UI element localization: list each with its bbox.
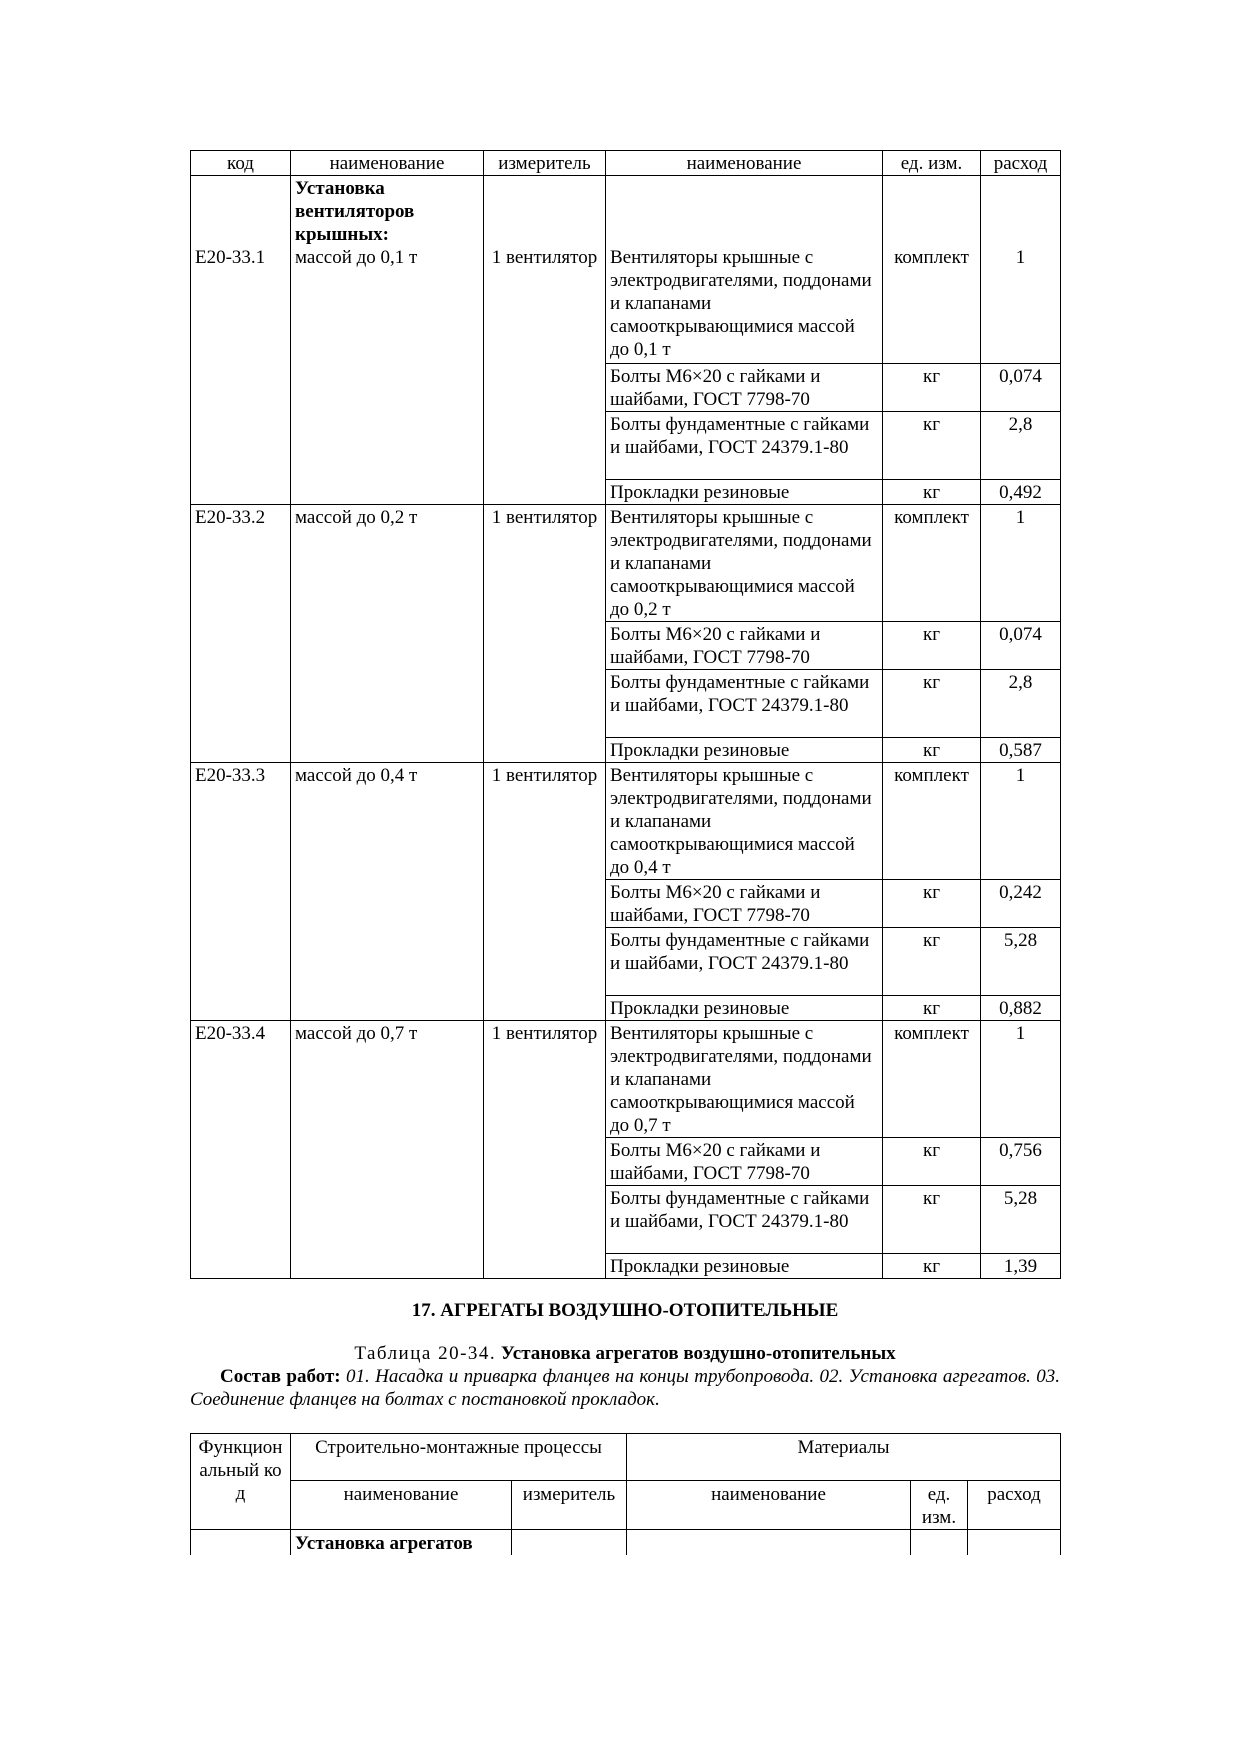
material-name: Болты фундаментные с гайками и шайбами, ГОСТ 24379.1-80 [606,669,883,737]
material-unit: кг [883,479,981,504]
table-row [191,927,1061,995]
header-materials: Материалы [627,1433,1061,1480]
material-qty: 5,28 [981,1185,1061,1253]
empty-cell [484,669,606,737]
table-row [191,1185,1061,1253]
table-row [191,621,1061,669]
table-row [191,1137,1061,1185]
group-title: Установка вентиляторов крышных: [295,178,415,245]
empty-cell [191,621,291,669]
material-unit: кг [883,363,981,411]
material-unit: кг [883,995,981,1020]
header-material-name: наименование [606,151,883,176]
material-qty: 5,28 [981,927,1061,995]
item-name: массой до 0,1 т [295,247,418,268]
norms-table-20-34 [190,1433,1061,1555]
material-unit: комплект [883,1020,981,1137]
table-row [191,669,1061,737]
measure-text: 1 вентилятор [484,504,606,621]
material-name: Прокладки резиновые [606,737,883,762]
empty-cell [484,1137,606,1185]
material-name-cell [606,176,883,364]
table-header-row [191,1480,1061,1529]
material-name: Болты М6×20 с гайками и шайбами, ГОСТ 7798-70 [606,621,883,669]
empty-cell [191,927,291,995]
empty-cell [291,411,484,479]
empty-cell [911,1529,968,1555]
table-row [191,504,1061,621]
material-unit: кг [883,669,981,737]
header-unit: ед. изм. [911,1480,968,1529]
code-cell: Е20-33.3 [191,762,291,879]
material-name: Вентиляторы крышные с электродвигателями, поддонами и клапанами самооткрывающимися массой до 0,4 т [606,762,883,879]
material-qty: 0,587 [981,737,1061,762]
material-name: Болты фундаментные с гайками и шайбами, ГОСТ 24379.1-80 [606,411,883,479]
material-qty: 1 [981,1020,1061,1137]
table-row [191,176,1061,364]
measure-cell [484,176,606,364]
code-cell: Е20-33.2 [191,504,291,621]
empty-cell [291,879,484,927]
item-name: массой до 0,7 т [291,1020,484,1137]
empty-cell [484,363,606,411]
material-name: Болты М6×20 с гайками и шайбами, ГОСТ 7798-70 [606,1137,883,1185]
table-row [191,995,1061,1020]
material-name: Вентиляторы крышные с электродвигателями, поддонами и клапанами самооткрывающимися массой до 0,2 т [606,504,883,621]
empty-cell [291,995,484,1020]
code-text: Е20-33.1 [195,247,266,268]
material-qty: 2,8 [981,411,1061,479]
material-unit: комплект [894,247,969,268]
empty-cell [484,1253,606,1278]
empty-cell [191,363,291,411]
empty-cell [291,737,484,762]
material-name: Болты фундаментные с гайками и шайбами, ГОСТ 24379.1-80 [606,927,883,995]
material-name: Болты М6×20 с гайками и шайбами, ГОСТ 7798-70 [606,879,883,927]
material-qty: 1,39 [981,1253,1061,1278]
table-row [191,411,1061,479]
table-label: Таблица 20-34. [354,1342,497,1364]
empty-cell [191,479,291,504]
empty-cell [484,411,606,479]
material-name: Вентиляторы крышные с электродвигателями, поддонами и клапанами самооткрывающимися массой до 0,7 т [606,1020,883,1137]
empty-cell [191,669,291,737]
empty-cell [191,737,291,762]
table-row [191,479,1061,504]
table-header-row [191,1433,1061,1480]
table-row [191,1253,1061,1278]
empty-cell [191,879,291,927]
empty-cell [968,1529,1061,1555]
material-unit: кг [883,411,981,479]
material-unit-cell [883,176,981,364]
header-qty: расход [981,151,1061,176]
table-row [191,1020,1061,1137]
material-unit: кг [883,737,981,762]
code-cell [191,176,291,364]
empty-cell [291,927,484,995]
work-composition [190,1365,1060,1411]
table-row [191,737,1061,762]
material-name: Болты фундаментные с гайками и шайбами, ГОСТ 24379.1-80 [606,1185,883,1253]
measure-text: 1 вентилятор [484,1020,606,1137]
empty-cell [191,1253,291,1278]
empty-cell [291,621,484,669]
header-code: код [191,151,291,176]
material-unit: кг [883,1253,981,1278]
material-qty: 2,8 [981,669,1061,737]
table-row [191,363,1061,411]
empty-cell [191,995,291,1020]
header-processes: Строительно-монтажные процессы [291,1433,627,1480]
material-qty: 1 [1015,247,1026,268]
material-unit: кг [883,927,981,995]
norms-table-body [191,176,1061,1279]
empty-cell [484,737,606,762]
item-name: массой до 0,4 т [291,762,484,879]
table-row [191,879,1061,927]
empty-cell [291,363,484,411]
norms-table-20-33 [190,150,1061,1279]
empty-cell [484,621,606,669]
material-qty: 0,492 [981,479,1061,504]
material-name: Прокладки резиновые [606,479,883,504]
header-name: наименование [291,151,484,176]
table-row [191,1529,1061,1555]
composition-text: 01. Насадка и приварка фланцев на концы трубопровода. 02. Установка агрегатов. 03. Соединение фланцев на болтах с постановкой прокладок. [190,1365,1060,1410]
table-title: Установка агрегатов воздушно-отопительных [500,1342,896,1364]
material-unit: кг [883,1185,981,1253]
material-name: Вентиляторы крышные с электродвигателями, поддонами и клапанами самооткрывающимися массой до 0,1 т [610,247,872,360]
header-material-name: наименование [627,1480,911,1529]
empty-cell [191,1529,291,1555]
material-qty: 0,756 [981,1137,1061,1185]
material-name: Прокладки резиновые [606,995,883,1020]
empty-cell [512,1529,627,1555]
measure-text: 1 вентилятор [484,762,606,879]
composition-label: Состав работ: [220,1365,341,1387]
material-unit: кг [883,1137,981,1185]
material-unit: кг [883,879,981,927]
table-row [191,762,1061,879]
material-qty: 1 [981,504,1061,621]
header-measure: измеритель [512,1480,627,1529]
empty-cell [627,1529,911,1555]
empty-cell [191,1185,291,1253]
material-qty: 0,074 [981,363,1061,411]
header-qty: расход [968,1480,1061,1529]
material-qty: 0,242 [981,879,1061,927]
material-name: Прокладки резиновые [606,1253,883,1278]
empty-cell [484,1185,606,1253]
header-name: наименование [291,1480,512,1529]
empty-cell [291,1185,484,1253]
material-qty: 0,882 [981,995,1061,1020]
section-title: 17. АГРЕГАТЫ ВОЗДУШНО-ОТОПИТЕЛЬНЫЕ [411,1299,839,1321]
empty-cell [191,411,291,479]
table-header-row [191,151,1061,176]
material-unit: комплект [883,504,981,621]
material-qty: 1 [981,762,1061,879]
empty-cell [291,479,484,504]
material-qty-cell [981,176,1061,364]
name-cell [291,176,484,364]
table-caption [190,1342,1060,1365]
header-measure: измеритель [484,151,606,176]
row-title: Установка агрегатов [291,1529,512,1555]
material-qty: 0,074 [981,621,1061,669]
measure-text: 1 вентилятор [491,247,598,268]
empty-cell [291,1253,484,1278]
empty-cell [291,669,484,737]
header-unit: ед. изм. [883,151,981,176]
material-unit: комплект [883,762,981,879]
empty-cell [484,995,606,1020]
empty-cell [191,1137,291,1185]
material-unit: кг [883,621,981,669]
empty-cell [484,927,606,995]
material-name: Болты М6×20 с гайками и шайбами, ГОСТ 7798-70 [606,363,883,411]
code-cell: Е20-33.4 [191,1020,291,1137]
empty-cell [291,1137,484,1185]
document-page [190,150,1060,1555]
empty-cell [484,479,606,504]
header-functional-code: Функциональный код [191,1433,291,1529]
item-name: массой до 0,2 т [291,504,484,621]
empty-cell [484,879,606,927]
